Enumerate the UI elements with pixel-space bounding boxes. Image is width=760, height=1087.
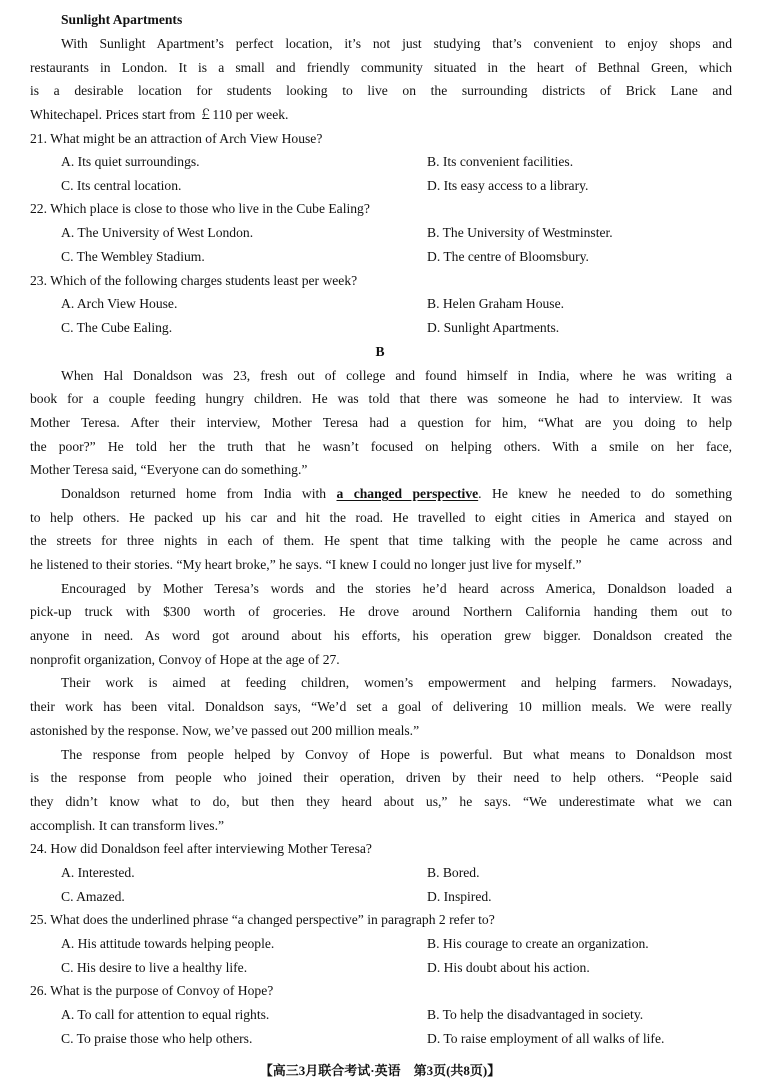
paragraph-line: is the response from people who joined their operation, driven by their need to help others. “People said: [30, 770, 732, 785]
option-d: D. To raise employment of all walks of life.: [427, 1031, 665, 1046]
page-footer: 【高三3月联合考试·英语 第3页(共8页)】: [259, 1063, 501, 1078]
underlined-phrase: a changed perspective: [336, 486, 479, 501]
paragraph-line: the streets for three nights in each of them. He spent that time talking with the people he came across and: [30, 533, 732, 548]
section-heading: B: [375, 344, 385, 359]
paragraph-line: Their work is aimed at feeding children, women’s empowerment and helping farmers. Nowadays,: [61, 675, 732, 690]
paragraph-line: anyone in need. As word got around about his efforts, his operation grew bigger. Donaldson created the: [30, 628, 732, 643]
option-b: B. Its convenient facilities.: [427, 154, 574, 169]
paragraph-line: The response from people helped by Convoy of Hope is powerful. But what means to Donaldson most: [61, 747, 732, 762]
option-a: A. Interested.: [61, 865, 135, 880]
option-d: D. Inspired.: [427, 889, 492, 904]
paragraph-line: Mother Teresa said, “Everyone can do something.”: [30, 462, 308, 477]
option-c: C. His desire to live a healthy life.: [61, 960, 248, 975]
option-a: A. The University of West London.: [61, 225, 254, 240]
option-b: B. Helen Graham House.: [427, 296, 565, 311]
option-a: A. To call for attention to equal rights.: [61, 1007, 270, 1022]
paragraph-line: Mother Teresa. After their interview, Mother Teresa had a question for him, “What are you doing to help: [30, 415, 732, 430]
option-a: A. Arch View House.: [61, 296, 178, 311]
paragraph-line: [61, 485, 732, 503]
option-c: C. The Wembley Stadium.: [61, 249, 205, 264]
option-b: B. His courage to create an organization.: [427, 936, 649, 951]
paragraph-line: book for a couple feeding hungry children. He was told that there was someone he had to interview. It was: [30, 391, 732, 406]
paragraph-line: With Sunlight Apartment’s perfect location, it’s not just studying that’s convenient to enjoy shops and: [61, 36, 732, 51]
paragraph-line: When Hal Donaldson was 23, fresh out of college and found himself in India, where he was writing a: [61, 368, 732, 383]
question-text: 25. What does the underlined phrase “a changed perspective” in paragraph 2 refer to?: [30, 912, 495, 927]
paragraph-line: their work has been vital. Donaldson says, “We’d set a goal of delivering 10 million meals. We were really: [30, 699, 732, 714]
paragraph-line: astonished by the response. Now, we’ve passed out 200 million meals.”: [30, 723, 420, 738]
question-text: 21. What might be an attraction of Arch View House?: [30, 131, 323, 146]
paragraph-line: accomplish. It can transform lives.”: [30, 818, 225, 833]
option-c: C. To praise those who help others.: [61, 1031, 253, 1046]
option-d: D. The centre of Bloomsbury.: [427, 249, 589, 264]
option-a: A. His attitude towards helping people.: [61, 936, 275, 951]
option-b: B. To help the disadvantaged in society.: [427, 1007, 644, 1022]
paragraph-line: nonprofit organization, Convoy of Hope at the age of 27.: [30, 652, 340, 667]
option-c: C. Its central location.: [61, 178, 182, 193]
option-d: D. Its easy access to a library.: [427, 178, 589, 193]
text-run: Donaldson returned home from India with: [61, 486, 337, 501]
option-b: B. The University of Westminster.: [427, 225, 613, 240]
text-run: . He knew he needed to do something: [478, 486, 732, 501]
question-text: 26. What is the purpose of Convoy of Hope?: [30, 983, 274, 998]
paragraph-line: they didn’t know what to do, but then they heard about us,” he says. “We underestimate what we can: [30, 794, 732, 809]
question-text: 23. Which of the following charges students least per week?: [30, 273, 358, 288]
paragraph-line: is a desirable location for students looking to live on the surrounding districts of Brick Lane and: [30, 83, 732, 98]
paragraph-line: he listened to their stories. “My heart broke,” he says. “I knew I could no longer just live for myself.”: [30, 557, 582, 572]
paragraph-line: restaurants in London. It is a small and friendly community situated in the heart of Bethnal Green, which: [30, 60, 732, 75]
option-b: B. Bored.: [427, 865, 480, 880]
paragraph-line: the poor?” He told her the truth that he wasn’t focused on helping others. With a smile on her face,: [30, 439, 732, 454]
paragraph-line: pick-up truck with $300 worth of groceries. He drove around Northern California handing them out to: [30, 604, 732, 619]
question-text: 22. Which place is close to those who live in the Cube Ealing?: [30, 201, 370, 216]
option-c: C. Amazed.: [61, 889, 125, 904]
page-title: Sunlight Apartments: [61, 12, 183, 27]
question-text: 24. How did Donaldson feel after interviewing Mother Teresa?: [30, 841, 372, 856]
option-c: C. The Cube Ealing.: [61, 320, 173, 335]
option-d: D. His doubt about his action.: [427, 960, 590, 975]
paragraph-line: Whitechapel. Prices start from ￡110 per week.: [30, 107, 289, 122]
option-d: D. Sunlight Apartments.: [427, 320, 560, 335]
paragraph-line: Encouraged by Mother Teresa’s words and the stories he’d heard across America, Donaldson loaded a: [61, 581, 732, 596]
paragraph-line: to help others. He packed up his car and hit the road. He travelled to eight cities in America and stayed on: [30, 510, 732, 525]
option-a: A. Its quiet surroundings.: [61, 154, 200, 169]
